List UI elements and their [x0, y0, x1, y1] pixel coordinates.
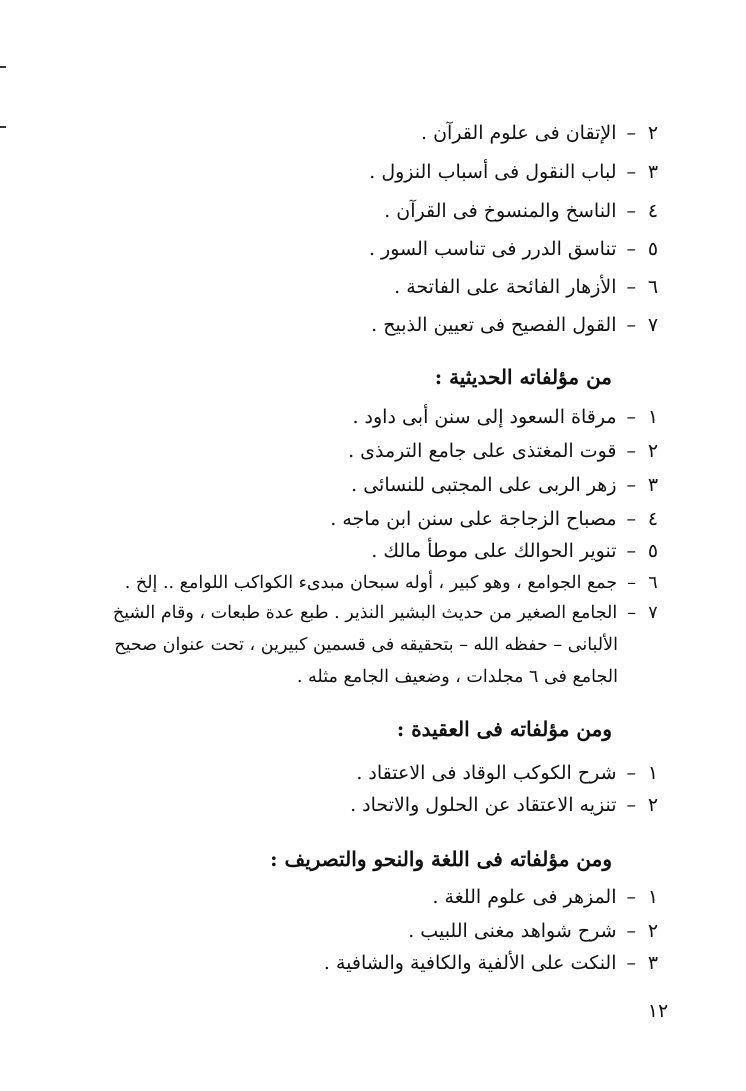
list-item: ١–شرح الكوكب الوقاد فى الاعتقاد .: [356, 762, 659, 784]
list-item: ٢–قوت المغتذى على جامع الترمذى .: [348, 440, 659, 462]
list-item: ٥–تنوير الحوالك على موطأ مالك .: [371, 540, 659, 562]
list-item: ١–مرقاة السعود إلى سنن أبى داود .: [352, 406, 659, 428]
list-item: ٤–مصباح الزجاجة على سنن ابن ماجه .: [330, 508, 659, 530]
scan-edge-mark: [0, 66, 6, 68]
list-item: ٣–لباب النقول فى أسباب النزول .: [369, 161, 659, 183]
list-item: ٢–شرح شواهد مغنى اللبيب .: [408, 920, 659, 942]
list-item: ٥–تناسق الدرر فى تناسب السور .: [368, 238, 659, 260]
section-heading-aqida: ومن مؤلفاته فى العقيدة :: [396, 717, 612, 741]
list-item-continuation: الجامع فى ٦ مجلدات ، وضعيف الجامع مثله .: [296, 667, 618, 687]
list-item: ٧–القول الفصيح فى تعيين الذبيح .: [371, 314, 659, 336]
section-heading-lugha: ومن مؤلفاته فى اللغة والنحو والتصريف :: [270, 847, 612, 871]
list-item: ٧–الجامع الصغير من حديث البشير النذير . طبع عدة طبعات ، وقام الشيخ: [112, 603, 658, 623]
list-item: ٤–الناسخ والمنسوخ فى القرآن .: [384, 200, 659, 222]
page-number: ١٢: [647, 1000, 669, 1022]
section-heading-hadith: من مؤلفاته الحديثية :: [434, 365, 612, 389]
scan-edge-mark: [0, 126, 6, 128]
list-item: ٢–الإتقان فى علوم القرآن .: [421, 122, 659, 144]
list-item: ٦–جمع الجوامع ، وهو كبير ، أوله سبحان مبدىء الكواكب اللوامع .. إلخ .: [124, 573, 658, 593]
list-item: ٦–الأزهار الفائحة على الفاتحة .: [394, 276, 659, 298]
list-item: ٣–زهر الربى على المجتبى للنسائى .: [351, 474, 659, 496]
list-item-continuation: الألبانى – حفظه الله – بتحقيقه فى قسمين كبيرين ، تحت عنوان صحيح: [114, 635, 618, 655]
list-item: ٢–تنزيه الاعتقاد عن الحلول والاتحاد .: [350, 794, 659, 816]
list-item: ١–المزهر فى علوم اللغة .: [432, 886, 659, 908]
list-item: ٣–النكت على الألفية والكافية والشافية .: [323, 952, 659, 974]
